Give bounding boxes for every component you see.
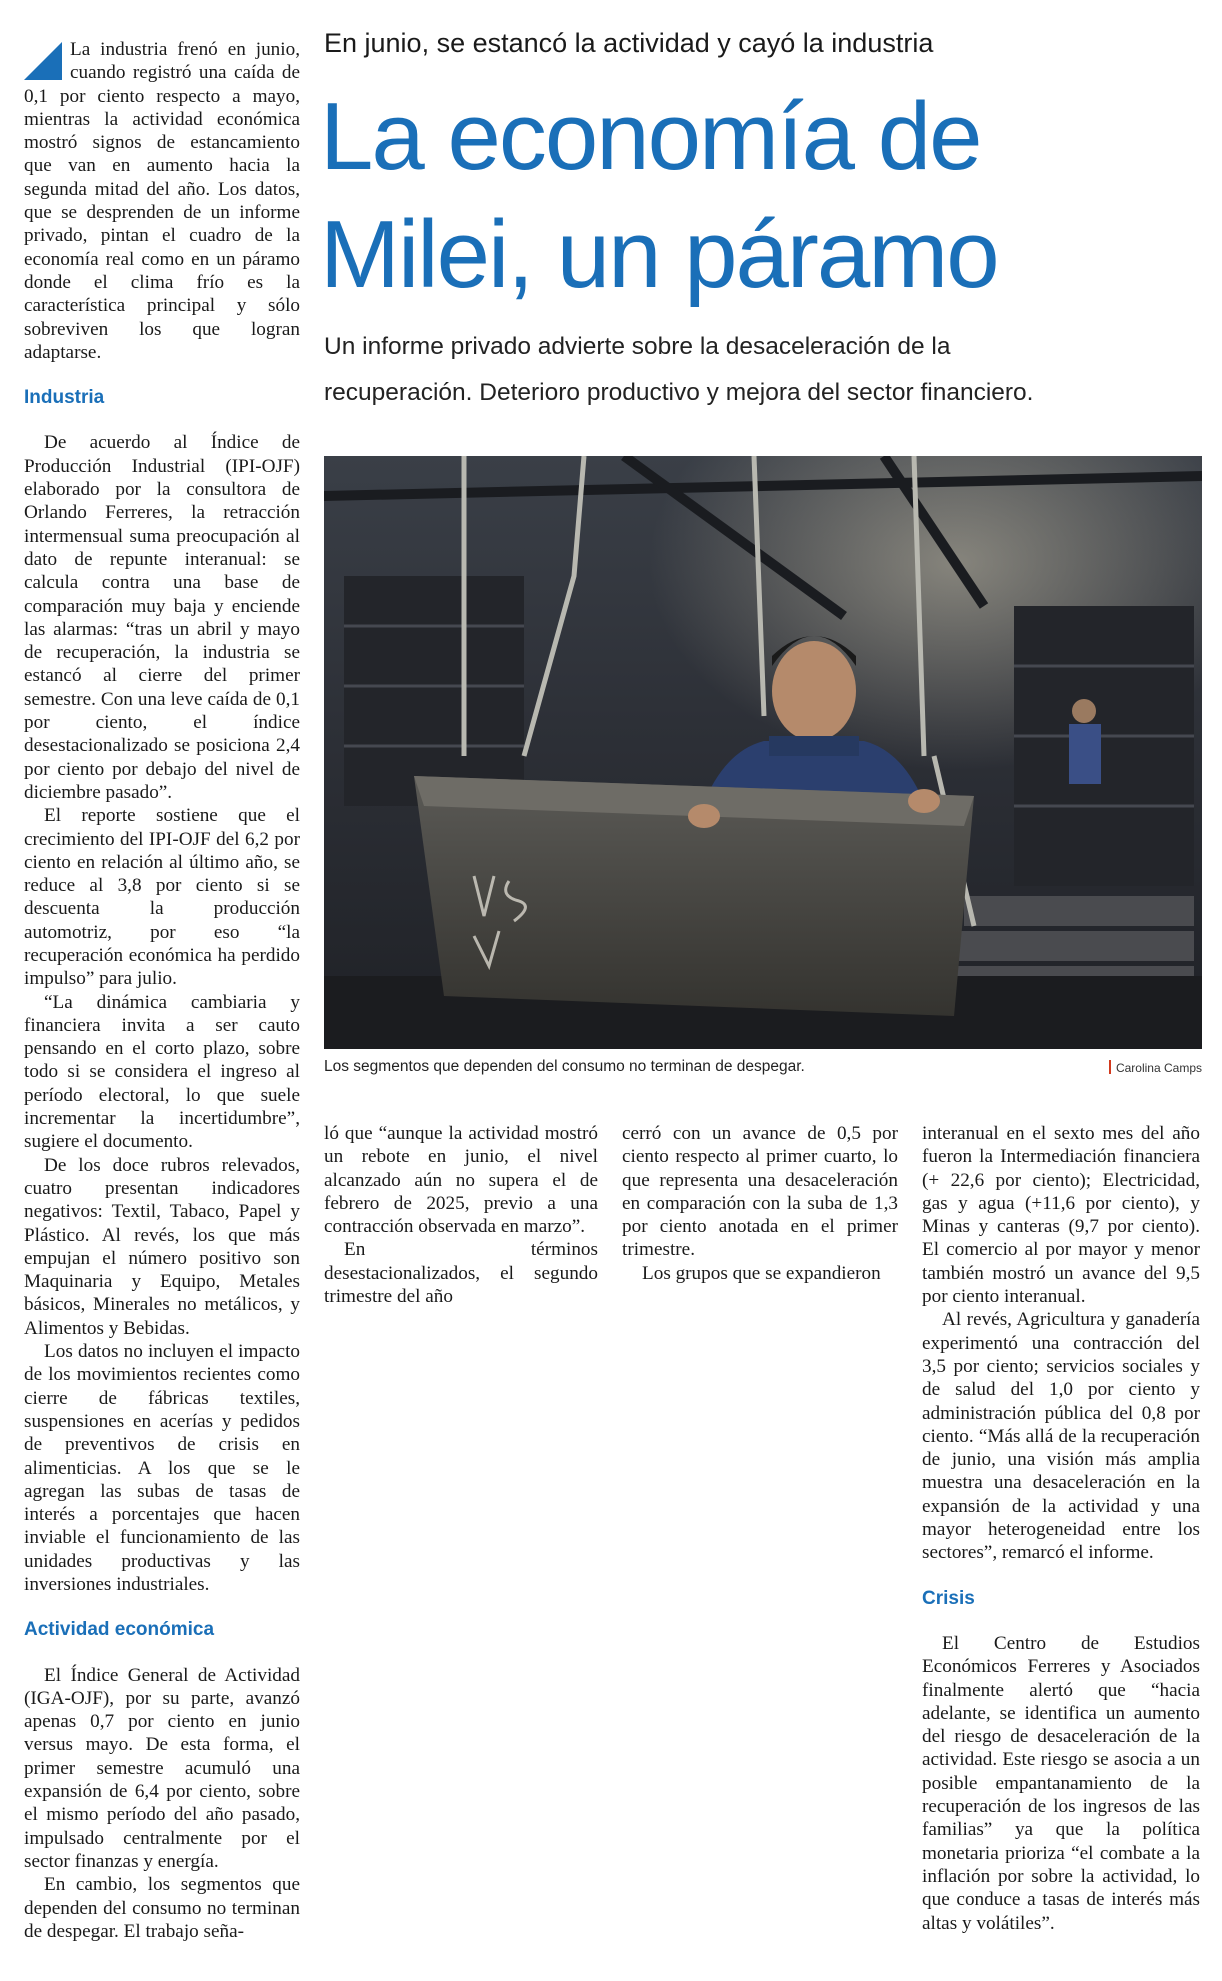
paragraph: Los grupos que se expandieron: [642, 1262, 881, 1284]
paragraph: “La dinámica cambiaria y financiera invita a ser cauto pensando en el corto plazo, sobre todo si se considera el ingreso al período electoral, lo que suele incrementar la incertidumbre”, sugiere el documento.: [24, 991, 300, 1153]
deck-line-1: Un informe privado advierte sobre la desaceleración de la: [324, 333, 951, 360]
deck-line-2: recuperación. Deterioro productivo y mejora del sector financiero.: [324, 379, 1034, 406]
kicker: En junio, se estancó la actividad y cayó la industria: [324, 28, 934, 58]
credit-bar: [1109, 1060, 1111, 1074]
subhead-actividad-economica: Actividad económica: [24, 1619, 215, 1641]
photo-credit-text: Carolina Camps: [1115, 1061, 1202, 1075]
subhead-crisis: Crisis: [922, 1587, 975, 1609]
deck: [324, 324, 1204, 416]
paragraph: interanual en el sexto mes del año fueron la Intermediación financiera (+ 22,6 por ciento); Electricidad, gas y agua (+11,6 por ciento), y Minas y canteras (9,7 por ciento). El comercio al por mayor y menor también mostró un avance del 9,5 por ciento interanual.: [922, 1123, 1200, 1308]
paragraph: Los datos no incluyen el impacto de los movimientos recientes como cierre de fábricas textiles, suspensiones en acerías y pedidos de preventivos de crisis en alimenticias. A los que se le agregan las subas de tasas de interés a porcentajes que hacen inviable el funcionamiento de las unidades productivas y las inversiones industriales.: [24, 1341, 300, 1595]
paragraph: cerró con un avance de 0,5 por ciento respecto al primer cuarto, lo que representa una desaceleración en comparación con la suba de 1,3 por ciento anotada en el primer trimestre.: [622, 1123, 898, 1261]
headline-line-1: La economía de: [320, 83, 981, 190]
lead-text: La industria frenó en junio, cuando registró una caída de 0,1 por ciento respecto a mayo, mientras la actividad económica mostró signos de estancamiento que van en aumento hacia la segunda mitad del año. Los datos, que se desprenden de un informe privado, pintan el cuadro de la economía real como en un páramo donde el clima frío es la característica principal y sólo sobreviven los que logran adaptarse.: [24, 39, 300, 363]
article-column-4: [922, 1122, 1200, 1935]
paragraph: ló que “aunque la actividad mostró un rebote en junio, el nivel alcanzado aún no supera el de febrero de 2025, previo a una contracción observada en marzo”.: [324, 1123, 598, 1238]
lead-paragraph: [24, 38, 300, 364]
headline: [320, 78, 1200, 314]
photo-caption: Los segmentos que dependen del consumo no terminan de despegar.: [324, 1058, 805, 1075]
article-column-3: [622, 1122, 898, 1285]
paragraph: En términos desestacionalizados, el segundo trimestre del año: [324, 1239, 598, 1308]
paragraph: De acuerdo al Índice de Producción Industrial (IPI-OJF) elaborado por la consultora de Orlando Ferreres, la retracción intermensual suma preocupación al dato de repunte interanual: se calcula contra una base de comparación muy baja y enciende las alarmas: “tras un abril y mayo de recuperación, la industria se estancó al cierre del primer semestre. Con una leve caída de 0,1 por ciento, el índice desestacionalizado se posiciona 2,4 por ciento por debajo del nivel de diciembre pasado”.: [24, 432, 300, 803]
photo-credit: [1109, 1060, 1202, 1075]
article-column-1: [24, 38, 300, 1943]
paragraph: El Centro de Estudios Económicos Ferreres y Asociados finalmente alertó que “hacia adelante, se identifica un aumento del riesgo de desaceleración de la actividad. Este riesgo se asocia a un posible empantanamiento de la recuperación de los ingresos de las familias” ya que la política monetaria prioriza “el combate a la inflación por sobre la actividad, lo que conduce a tasas de interés más altas y volátiles”.: [922, 1632, 1200, 1934]
factory-worker-photo: [324, 456, 1202, 1049]
article-column-2: [324, 1122, 598, 1308]
subhead-industria: Industria: [24, 387, 105, 409]
paragraph: En cambio, los segmentos que dependen del consumo no terminan de despegar. El trabajo seña-: [24, 1874, 300, 1942]
paragraph: Al revés, Agricultura y ganadería experimentó una contracción del 3,5 por ciento; servicios sociales y de salud del 1,0 por ciento y administración pública del 0,8 por ciento. “Más allá de la recuperación de junio, una visión más amplia muestra una desaceleración en la expansión de la actividad y una mayor heterogeneidad entre los sectores”, remarcó el informe.: [922, 1309, 1200, 1564]
paragraph: El reporte sostiene que el crecimiento del IPI-OJF del 6,2 por ciento en relación al último año, se reduce al 3,8 por ciento si se descuenta la producción automotriz, por eso “la recuperación económica ha perdido impulso” para julio.: [24, 805, 300, 990]
paragraph: El Índice General de Actividad (IGA-OJF), por su parte, avanzó apenas 0,7 por ciento en junio versus mayo. De esta forma, el primer semestre acumuló una expansión de 6,4 por ciento, sobre el mismo período del año pasado, impulsado centralmente por el sector finanzas y energía.: [24, 1664, 300, 1872]
headline-line-2: Milei, un páramo: [320, 201, 998, 308]
paragraph: De los doce rubros relevados, cuatro presentan indicadores negativos: Textil, Tabaco, Papel y Plástico. Al revés, los que más empujan el número positivo son Maquinaria y Equipo, Metales básicos, Minerales no metálicos, y Alimentos y Bebidas.: [24, 1154, 300, 1339]
lead-triangle-icon: [24, 42, 62, 80]
